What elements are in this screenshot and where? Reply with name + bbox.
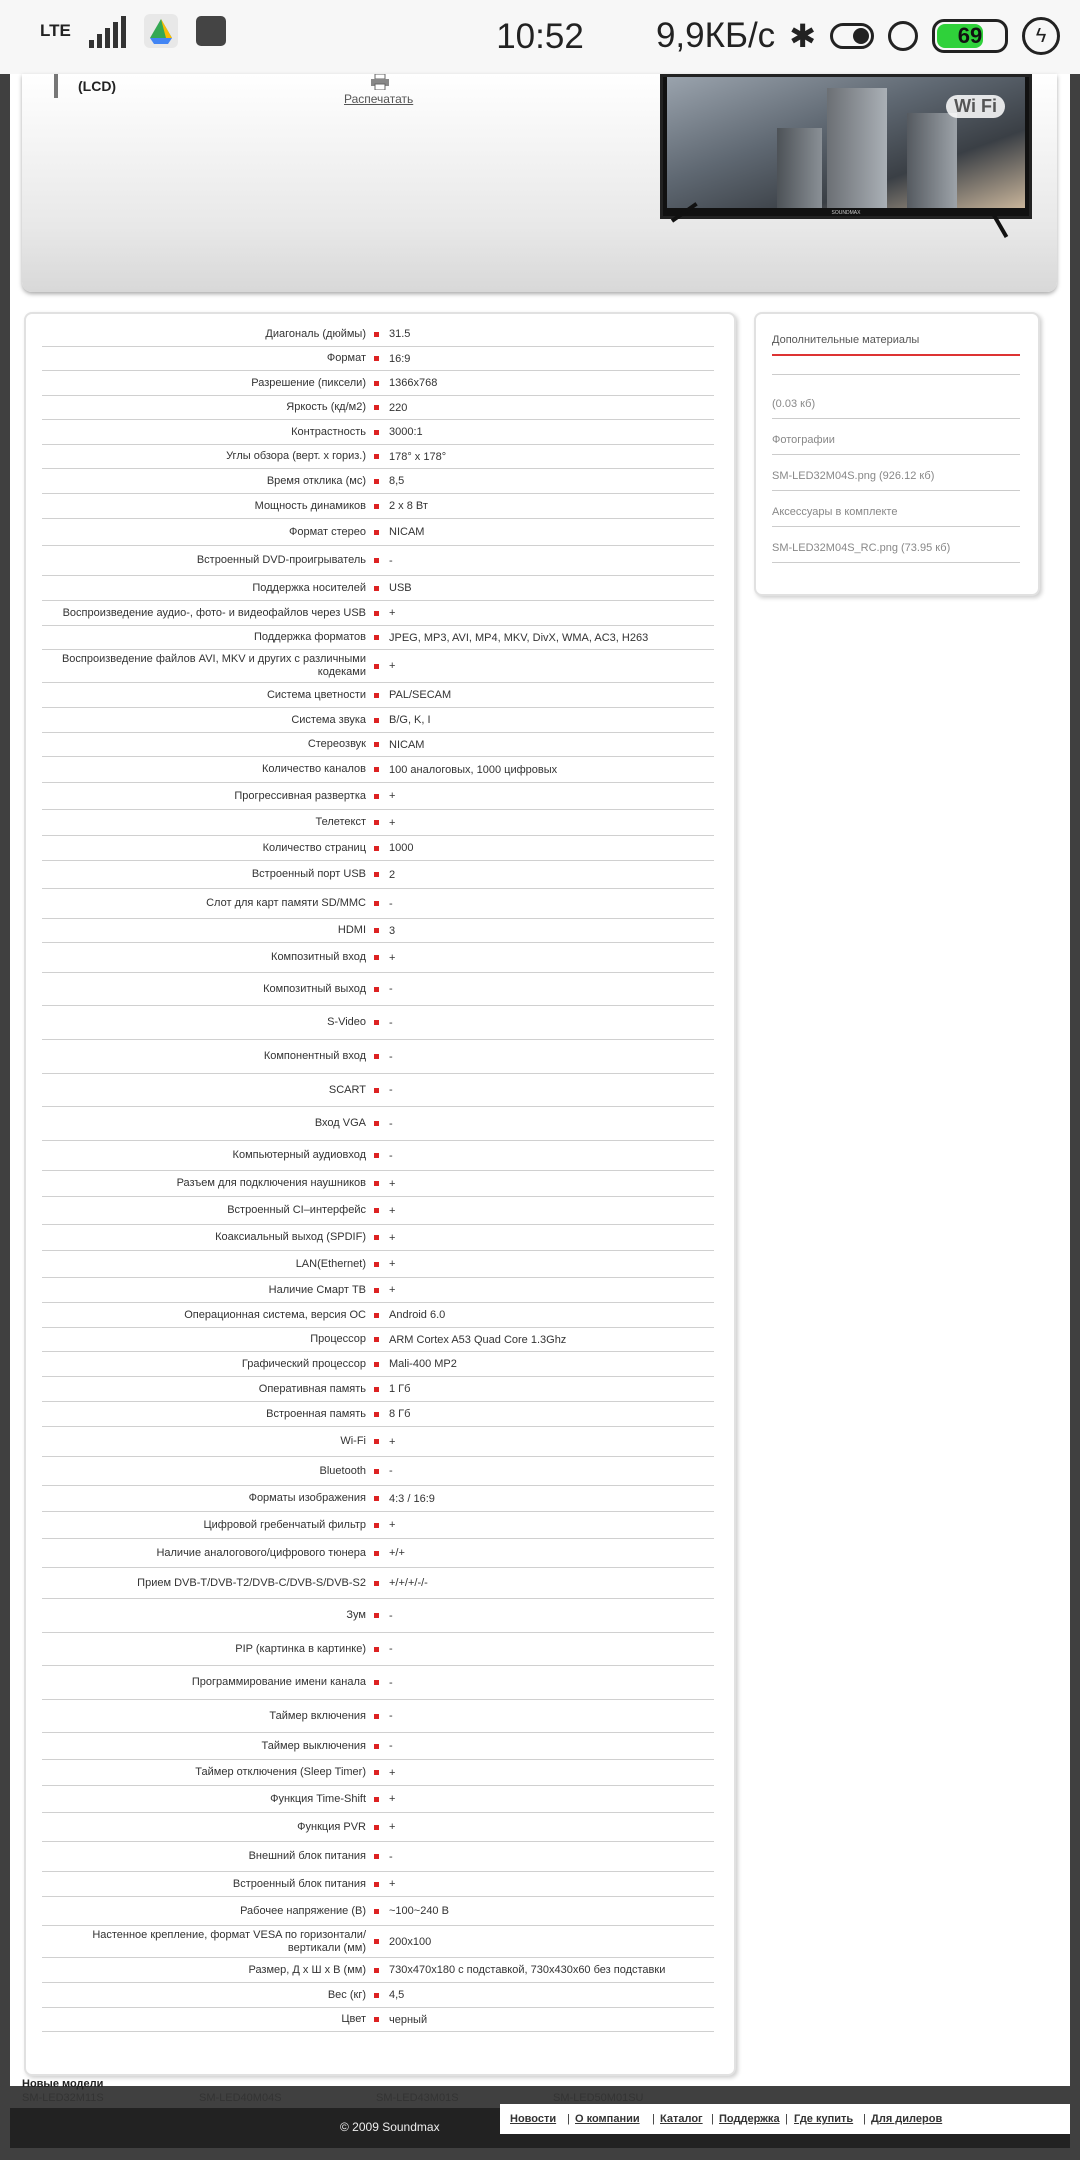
bullet-icon xyxy=(374,611,379,616)
spec-row xyxy=(42,943,714,973)
wifi-badge: Wi Fi xyxy=(946,95,1005,118)
new-model-link[interactable]: SM-LED40M04S xyxy=(199,2092,282,2104)
footer-nav xyxy=(500,2104,1070,2134)
bullet-icon xyxy=(374,381,379,386)
spec-label: Контрастность xyxy=(291,425,366,438)
spec-label: Bluetooth xyxy=(319,1464,366,1477)
sidebar-file-size[interactable]: (0.03 кб) xyxy=(772,398,1020,419)
spec-label: Внешний блок питания xyxy=(248,1850,366,1862)
spec-value: ARM Cortex A53 Quad Core 1.3Ghz xyxy=(389,1333,567,1346)
spec-label: Вход VGA xyxy=(314,1117,366,1129)
spec-row xyxy=(42,1760,714,1786)
spec-label: Цифровой гребенчатый фильтр xyxy=(203,1518,366,1531)
new-model-link[interactable]: SM-LED43M01S xyxy=(376,2092,459,2104)
spec-row xyxy=(42,601,714,626)
spec-label: Оперативная память xyxy=(258,1382,366,1395)
spec-row xyxy=(42,371,714,396)
sidebar-divider xyxy=(772,366,1020,375)
spec-row xyxy=(42,626,714,650)
bullet-icon xyxy=(374,846,379,851)
spec-value: - xyxy=(389,1643,393,1655)
bullet-icon xyxy=(374,586,379,591)
sidebar-accessories-heading: Аксессуары в комплекте xyxy=(772,506,1020,527)
spec-value: 2 xyxy=(389,868,396,881)
new-model-link[interactable]: SM-LED50M01SU xyxy=(553,2092,644,2104)
bullet-icon xyxy=(374,955,379,960)
spec-value: +/+/+/-/- xyxy=(389,1577,428,1589)
spec-label: Слот для карт памяти SD/MMC xyxy=(206,897,366,909)
spec-value: + xyxy=(389,1231,396,1244)
building-shape xyxy=(777,128,822,208)
spec-label: Встроенный порт USB xyxy=(251,868,366,880)
bullet-icon xyxy=(374,794,379,799)
spec-label: PIP (картинка в картинке) xyxy=(235,1642,366,1655)
spec-label: Яркость (кд/м2) xyxy=(286,401,366,413)
spec-row xyxy=(42,708,714,733)
spec-row xyxy=(42,322,714,347)
spec-row xyxy=(42,1733,714,1760)
spec-label: Вес (кг) xyxy=(327,1988,366,2001)
spec-value: - xyxy=(389,1465,393,1477)
spec-value: 4:3 / 16:9 xyxy=(389,1492,435,1505)
bullet-icon xyxy=(374,1337,379,1342)
bullet-icon xyxy=(374,1714,379,1719)
spec-value: черный xyxy=(389,2013,428,2026)
spec-row xyxy=(42,733,714,757)
bullet-icon xyxy=(374,987,379,992)
spec-label: Настенное крепление, формат VESA по горизонтали/вертикали (мм) xyxy=(92,1928,366,1954)
bullet-icon xyxy=(374,664,379,669)
spec-label: Встроенный CI–интерфейс xyxy=(227,1204,366,1216)
spec-label: Прием DVB-T/DVB-T2/DVB-C/DVB-S/DVB-S2 xyxy=(137,1576,366,1589)
spec-label: Система цветности xyxy=(266,688,366,701)
bluetooth-icon: ✱ xyxy=(789,18,816,54)
footer-separator: | xyxy=(863,2113,866,2125)
spec-row xyxy=(42,1457,714,1486)
spec-value: 730x470x180 с подставкой, 730x430x60 без подставки xyxy=(389,1964,666,1976)
footer-separator: | xyxy=(711,2113,714,2125)
spec-row xyxy=(42,1377,714,1402)
spec-label: Формат стерео xyxy=(288,525,366,538)
bullet-icon xyxy=(374,1412,379,1417)
spec-value: + xyxy=(389,1177,396,1190)
spec-row xyxy=(42,1813,714,1842)
spec-value: + xyxy=(389,1435,396,1448)
bullet-icon xyxy=(374,454,379,459)
spec-label: Композитный вход xyxy=(271,951,366,963)
footer-link-dealers[interactable]: Для дилеров xyxy=(871,2113,943,2125)
bullet-icon xyxy=(374,1054,379,1059)
lcd-label: (LCD) xyxy=(78,78,117,94)
bullet-icon xyxy=(374,405,379,410)
spec-row xyxy=(42,1568,714,1599)
spec-row xyxy=(42,396,714,420)
spec-label: Графический процессор xyxy=(241,1357,366,1370)
spec-value: 8,5 xyxy=(389,475,405,487)
bullet-icon xyxy=(374,693,379,698)
spec-value: JPEG, MP3, AVI, MP4, MKV, DivX, WMA, AC3, H263 xyxy=(389,631,649,644)
bullet-icon xyxy=(374,1496,379,1501)
spec-row xyxy=(42,519,714,546)
spec-value: +/+ xyxy=(389,1547,405,1559)
additional-materials-title: Дополнительные материалы xyxy=(772,334,1020,356)
spec-value: + xyxy=(389,1821,396,1833)
network-type: LTE xyxy=(40,21,71,40)
spec-row xyxy=(42,1251,714,1278)
spec-row xyxy=(42,1427,714,1457)
spec-row xyxy=(42,445,714,469)
spec-row xyxy=(42,889,714,919)
bullet-icon xyxy=(374,1387,379,1392)
spec-row xyxy=(42,683,714,708)
spec-value: + xyxy=(389,1284,396,1296)
bullet-icon xyxy=(374,1153,379,1158)
bullet-icon xyxy=(374,1235,379,1240)
web-page xyxy=(10,74,1070,2134)
spec-label: Операционная система, версия ОС xyxy=(184,1308,366,1321)
spec-value: - xyxy=(389,1710,393,1722)
spec-label: Система звука xyxy=(291,713,366,726)
spec-value: + xyxy=(389,951,396,964)
spec-label: Форматы изображения xyxy=(248,1492,366,1504)
footer-link-where-to-buy[interactable]: Где купить xyxy=(794,2113,854,2125)
bullet-icon xyxy=(374,1088,379,1093)
bullet-icon xyxy=(374,1744,379,1749)
spec-label: Встроенный блок питания xyxy=(232,1877,366,1890)
spec-value: - xyxy=(389,1740,393,1752)
spec-value: 100 аналоговых, 1000 цифровых xyxy=(389,763,558,776)
spec-row xyxy=(42,1171,714,1197)
spec-label: Таймер выключения xyxy=(261,1739,366,1752)
spec-value: + xyxy=(389,607,396,619)
spec-value: Mali-400 MP2 xyxy=(389,1358,457,1370)
spec-row xyxy=(42,494,714,519)
bullet-icon xyxy=(374,1020,379,1025)
spec-label: LAN(Ethernet) xyxy=(295,1257,366,1270)
bullet-icon xyxy=(374,2017,379,2022)
spec-row xyxy=(42,576,714,601)
status-right xyxy=(656,16,1060,56)
spec-label: Телетекст xyxy=(315,816,366,828)
bullet-icon xyxy=(374,430,379,435)
spec-value: PAL/SECAM xyxy=(389,689,452,701)
spec-label: Диагональ (дюймы) xyxy=(265,327,366,340)
spec-value: B/G, K, I xyxy=(389,714,431,726)
bullet-icon xyxy=(374,1288,379,1293)
battery-icon xyxy=(932,19,1008,53)
footer-link-catalog[interactable]: Каталог xyxy=(660,2113,703,2125)
spec-value: 200x100 xyxy=(389,1935,432,1948)
spec-label: Функция PVR xyxy=(297,1820,366,1833)
spec-value: + xyxy=(389,1766,396,1779)
bullet-icon xyxy=(374,1854,379,1859)
spec-label: Рабочее напряжение (В) xyxy=(240,1904,366,1917)
spec-label: Прогрессивная развертка xyxy=(234,789,366,802)
footer-separator: | xyxy=(785,2113,788,2125)
bullet-icon xyxy=(374,1680,379,1685)
bullet-icon xyxy=(374,1208,379,1213)
spec-row xyxy=(42,1842,714,1872)
spec-value: + xyxy=(389,1519,396,1531)
specs-table xyxy=(24,312,736,2076)
spec-label: Наличие Смарт ТВ xyxy=(268,1283,366,1296)
spec-label: Размер, Д x Ш x В (мм) xyxy=(248,1963,366,1976)
bullet-icon xyxy=(374,1770,379,1775)
spec-row xyxy=(42,836,714,861)
spec-value: - xyxy=(389,897,393,910)
spec-label: Цвет xyxy=(341,2013,366,2025)
spec-value: - xyxy=(389,1850,393,1863)
spec-value: - xyxy=(389,1676,393,1689)
bullet-icon xyxy=(374,820,379,825)
footer-link-support[interactable]: Поддержка xyxy=(719,2113,780,2125)
charging-icon: ϟ xyxy=(1022,17,1060,55)
spec-value: - xyxy=(389,1016,393,1029)
bullet-icon xyxy=(374,742,379,747)
bullet-icon xyxy=(374,1613,379,1618)
footer-separator: | xyxy=(567,2113,570,2125)
spec-label: Таймер включения xyxy=(269,1709,366,1722)
bullet-icon xyxy=(374,1882,379,1887)
bullet-icon xyxy=(374,872,379,877)
bullet-icon xyxy=(374,767,379,772)
spec-row xyxy=(42,783,714,810)
battery-level: 69 xyxy=(957,23,983,48)
spec-value: + xyxy=(389,1204,396,1217)
spec-row xyxy=(42,1197,714,1225)
bullet-icon xyxy=(374,928,379,933)
spec-row xyxy=(42,1897,714,1926)
spec-label: Встроенный DVD-проигрыватель xyxy=(196,554,366,566)
bullet-icon xyxy=(374,1121,379,1126)
spec-row xyxy=(42,1786,714,1813)
spec-row xyxy=(42,919,714,943)
bullet-icon xyxy=(374,1909,379,1914)
spec-label: Компьютерный аудиовход xyxy=(232,1149,366,1161)
spec-row xyxy=(42,1599,714,1633)
spec-value: - xyxy=(389,1117,393,1130)
spec-value: 31.5 xyxy=(389,328,411,340)
spec-row xyxy=(42,1402,714,1427)
footer-link-about[interactable]: О компании xyxy=(575,2113,640,2125)
spec-label: Функция Time-Shift xyxy=(270,1792,366,1805)
spec-value: 1366x768 xyxy=(389,377,438,389)
spec-label: Стереозвук xyxy=(307,738,366,750)
spec-value: 3 xyxy=(389,924,396,937)
spec-label: HDMI xyxy=(337,924,366,936)
spec-row xyxy=(42,1352,714,1377)
lcd-marker xyxy=(54,74,58,98)
spec-value: + xyxy=(389,1878,396,1890)
new-model-link[interactable]: SM-LED32M11S xyxy=(22,2092,104,2104)
spec-label: Wi-Fi xyxy=(340,1435,366,1447)
spec-row xyxy=(42,347,714,371)
bullet-icon xyxy=(374,1439,379,1444)
spec-row xyxy=(42,1006,714,1040)
spec-label: Формат xyxy=(326,352,366,364)
bullet-icon xyxy=(374,1825,379,1830)
spec-label: Количество каналов xyxy=(262,763,366,775)
bullet-icon xyxy=(374,901,379,906)
bullet-icon xyxy=(374,1313,379,1318)
bullet-icon xyxy=(374,332,379,337)
spec-value: 8 Гб xyxy=(389,1408,411,1420)
spec-row xyxy=(42,1107,714,1141)
spec-row xyxy=(42,1700,714,1733)
spec-row xyxy=(42,650,714,683)
bullet-icon xyxy=(374,1647,379,1652)
product-header xyxy=(22,74,1057,292)
spec-value: + xyxy=(389,1258,396,1270)
bullet-icon xyxy=(374,635,379,640)
spec-label: S-Video xyxy=(327,1016,366,1028)
bullet-icon xyxy=(374,1362,379,1367)
spec-label: Углы обзора (верт. x гориз.) xyxy=(226,450,366,462)
spec-row xyxy=(42,1328,714,1352)
bullet-icon xyxy=(374,1939,379,1944)
spec-value: + xyxy=(389,660,396,672)
spec-label: Таймер отключения (Sleep Timer) xyxy=(195,1766,366,1778)
building-shape xyxy=(907,113,957,208)
spec-value: 1000 xyxy=(389,842,414,854)
spec-value: - xyxy=(389,1609,393,1622)
alarm-icon xyxy=(888,21,918,51)
spec-label: Программирование имени канала xyxy=(191,1676,366,1688)
spec-label: Зум xyxy=(346,1609,366,1621)
tv-screen xyxy=(667,77,1025,208)
spec-label: Процессор xyxy=(310,1333,366,1345)
spec-row xyxy=(42,1225,714,1251)
product-image xyxy=(660,74,1032,219)
spec-value: NICAM xyxy=(389,526,425,538)
clock: 10:52 xyxy=(496,17,584,56)
spec-row xyxy=(42,1040,714,1074)
spec-value: + xyxy=(389,816,396,829)
spec-row xyxy=(42,1666,714,1700)
spec-label: Воспроизведение файлов AVI, MKV и других с различными кодеками xyxy=(61,653,366,678)
spec-row xyxy=(42,1486,714,1512)
spec-row xyxy=(42,1074,714,1107)
spec-label: Компонентный вход xyxy=(263,1050,366,1062)
spec-label: Коаксиальный выход (SPDIF) xyxy=(215,1231,366,1243)
spec-row xyxy=(42,757,714,783)
spec-label: Поддержка форматов xyxy=(253,631,366,643)
spec-row xyxy=(42,1141,714,1171)
spec-value: - xyxy=(389,983,393,995)
spec-value: - xyxy=(389,1050,393,1063)
additional-materials xyxy=(754,312,1040,596)
bullet-icon xyxy=(374,1523,379,1528)
bullet-icon xyxy=(374,356,379,361)
spec-label: Воспроизведение аудио-, фото- и видеофайлов через USB xyxy=(62,606,366,619)
spec-value: 2 x 8 Вт xyxy=(389,500,428,512)
spec-row xyxy=(42,1926,714,1958)
spec-value: 178° x 178° xyxy=(389,450,447,463)
print-link[interactable]: Распечатать xyxy=(344,92,414,106)
bullet-icon xyxy=(374,718,379,723)
spec-label: Наличие аналогового/цифрового тюнера xyxy=(156,1546,366,1559)
spec-value: 16:9 xyxy=(389,352,411,365)
printer-icon[interactable] xyxy=(370,74,390,90)
spec-value: + xyxy=(389,1793,396,1805)
spec-label: Количество страниц xyxy=(262,841,366,854)
spec-value: ~100~240 В xyxy=(389,1905,449,1917)
new-models-title: Новые модели xyxy=(22,2078,104,2090)
footer-separator: | xyxy=(652,2113,655,2125)
spec-value: 3000:1 xyxy=(389,426,423,438)
bullet-icon xyxy=(374,1262,379,1267)
spec-row xyxy=(42,1872,714,1897)
spec-row xyxy=(42,1633,714,1666)
spec-label: Композитный выход xyxy=(263,982,366,995)
sidebar-photos-heading: Фотографии xyxy=(772,434,1020,455)
spec-row xyxy=(42,546,714,576)
spec-label: Встроенная память xyxy=(266,1407,366,1420)
bullet-icon xyxy=(374,1181,379,1186)
spec-label: Поддержка носителей xyxy=(252,581,366,594)
spec-row xyxy=(42,1539,714,1568)
spec-value: + xyxy=(389,790,396,802)
status-bar xyxy=(0,0,1080,74)
spec-label: Разрешение (пиксели) xyxy=(251,376,366,389)
bullet-icon xyxy=(374,504,379,509)
spec-row xyxy=(42,2008,714,2032)
spec-label: Время отклика (мс) xyxy=(266,474,366,487)
spec-value: Android 6.0 xyxy=(389,1309,446,1321)
building-shape xyxy=(827,88,887,208)
bullet-icon xyxy=(374,1797,379,1802)
spec-row xyxy=(42,1983,714,2008)
spec-value: - xyxy=(389,554,393,567)
spec-value: - xyxy=(389,1084,393,1096)
spec-value: NICAM xyxy=(389,738,425,751)
bullet-icon xyxy=(374,479,379,484)
tv-brand: SOUNDMAX xyxy=(831,210,861,216)
spec-label: Разъем для подключения наушников xyxy=(176,1177,366,1189)
bullet-icon xyxy=(374,558,379,563)
network-speed: 9,9КБ/с xyxy=(655,16,776,55)
spec-label: Мощность динамиков xyxy=(254,499,366,512)
spec-row xyxy=(42,810,714,836)
bullet-icon xyxy=(374,1968,379,1973)
spec-row xyxy=(42,469,714,494)
spec-row xyxy=(42,861,714,889)
spec-row xyxy=(42,1512,714,1539)
spec-row xyxy=(42,420,714,445)
spec-value: USB xyxy=(389,582,412,594)
bullet-icon xyxy=(374,1993,379,1998)
spec-row xyxy=(42,1958,714,1983)
bullet-icon xyxy=(374,1469,379,1474)
spec-value: 1 Гб xyxy=(389,1383,411,1395)
spec-value: 4,5 xyxy=(389,1989,405,2001)
bullet-icon xyxy=(374,1581,379,1586)
sidebar-accessory-link[interactable]: SM-LED32M04S_RC.png (73.95 кб) xyxy=(772,542,1020,563)
spec-value: 220 xyxy=(389,401,408,414)
bullet-icon xyxy=(374,1551,379,1556)
copyright: © 2009 Soundmax xyxy=(340,2120,440,2134)
spec-row xyxy=(42,1303,714,1328)
spec-value: - xyxy=(389,1149,393,1162)
sidebar-photo-link[interactable]: SM-LED32M04S.png (926.12 кб) xyxy=(772,470,1020,491)
footer-link-news[interactable]: Новости xyxy=(510,2113,557,2125)
spec-label: SCART xyxy=(328,1083,366,1096)
spec-row xyxy=(42,1278,714,1303)
toggle-icon xyxy=(830,23,874,49)
spec-row xyxy=(42,973,714,1006)
bullet-icon xyxy=(374,530,379,535)
